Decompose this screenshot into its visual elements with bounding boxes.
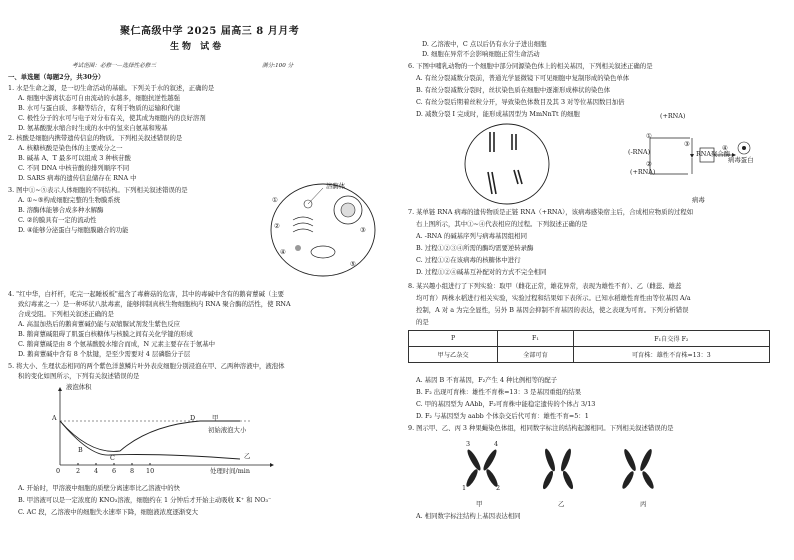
option-text: B. 水可与蛋白质、多糖等结合，有利于物质的运输和代谢 xyxy=(18,104,181,112)
series-label-yi: 乙 xyxy=(244,452,251,460)
question-text: 5. 将大小、生理状态相同的两个紫色洋葱鳞片叶外表皮细胞分别浸泡在甲、乙两种溶液中，液泡体 xyxy=(8,362,285,370)
option-text: A. 有丝分裂减数分裂前，普通光学显微镜下可见细胞中复制形成的染色单体 xyxy=(416,74,630,82)
point-label: D xyxy=(190,414,196,422)
table-header: F₁ xyxy=(498,331,573,347)
option-text: C. 不同 DNA 中核苷酸的排列顺序不同 xyxy=(18,164,130,172)
option-text: B. 有丝分裂减数分裂时，丝状染色质在细胞中逐渐形成棒状的染色体 xyxy=(416,86,611,94)
option-text: B. 碱基 A、T 最多可以组成 3 种核苷酸 xyxy=(18,154,131,162)
option-text: C. 过程①②在该病毒的核糖体中进行 xyxy=(416,256,521,264)
set-label-yi: 乙 xyxy=(558,500,565,508)
marker: ⑤ xyxy=(350,260,356,268)
exam-score: 满分:100 分 xyxy=(262,63,294,69)
cross-table xyxy=(408,330,770,363)
question-text: 控制，A 对 a 为完全显性，另外 B 基因会抑制不育基因的表达，使之表现为可育。下列分析错误 xyxy=(416,306,689,314)
tick: 2 xyxy=(76,467,81,475)
step-marker: ① xyxy=(646,132,652,140)
option-text: B. 溶酶体能够合成多种水解酶 xyxy=(18,206,104,214)
question-text: 积的变化如图所示，下列有关叙述错误的是 xyxy=(18,372,140,380)
cell-label: 溶酶体 xyxy=(326,182,346,190)
set-number: 2 xyxy=(496,484,501,492)
point-label: A xyxy=(52,414,57,422)
question-text: 合成受阻。下列相关叙述正确的是 xyxy=(18,310,114,318)
question-text: 3. 图中①~⑤表示人体细胞的不同结构。下列相关叙述错误的是 xyxy=(8,186,188,194)
exam-subtitle: 生物 试卷 xyxy=(170,42,225,52)
option-text: D. 细胞在异常不会影响细胞正常生命活动 xyxy=(422,50,540,58)
question-text: 8. 某兴趣小组进行了下列实验：取甲（雌花正常，雄花异常，表现为雄性不育）、乙（雌蕊、雄蕊 xyxy=(408,282,682,290)
table-header: P xyxy=(409,331,498,347)
option-text: A. 细胞中游离状态可自由流动的水越多，细胞抗逆性越强 xyxy=(18,94,181,102)
question-text: 2. 核酸是细胞内携带遗传信息的物质。下列相关叙述错误的是 xyxy=(8,134,183,142)
tick: 8 xyxy=(130,467,135,475)
set-number: 1 xyxy=(462,484,467,492)
marker: ③ xyxy=(360,226,366,234)
option-text: C. 甲的基因型为 AAbb，F₂可育株中能稳定遗传的个体占 3/13 xyxy=(416,400,596,408)
initial-size-label: 初始液泡大小 xyxy=(208,426,247,434)
cycle-label: (+RNA) xyxy=(630,168,656,176)
option-text: B. F₂ 出现可育株：雄性不育株=13：3 是基因重组的结果 xyxy=(416,388,582,396)
marker: ① xyxy=(272,196,278,204)
option-text: C. 极性分子的水可与电子对分布有关，使其成为细胞内的良好溶剂 xyxy=(18,114,206,122)
set-number: 4 xyxy=(494,440,499,448)
series-label-jia: 甲 xyxy=(212,414,219,422)
question-text: 致幻毒素之一）是一种环状八肽毒素，能够抑制真核生物细胞核内 RNA 聚合酶的活性，使 RNA xyxy=(18,300,291,308)
cycle-label: (+RNA) xyxy=(660,112,686,120)
option-text: C. AC 段，乙溶液中的细胞失水速率下降，细胞液浓度逐渐变大 xyxy=(18,508,199,516)
option-text: B. 鹅膏蕈碱阻碍了肌蛋白核糖体与核膜之间有关化学键的形成 xyxy=(18,330,193,338)
option-text: D. 减数分裂 I 完成时，能形成基因型为 MmNnTt 的细胞 xyxy=(416,110,580,118)
cycle-label: 病毒 xyxy=(692,196,705,204)
option-text: C. ②的膜具有一定的流动性 xyxy=(18,216,97,224)
option-text: C. 有丝分裂后期着丝粒分开，导致染色体数目及其 3 对等位基因数目加倍 xyxy=(416,98,625,106)
option-text: A. 相同数字标注结构上基因表达相同 xyxy=(416,512,521,520)
table-cell: 可育株：雄性不育株=13：3 xyxy=(573,347,769,363)
point-label: C xyxy=(110,454,115,462)
question-text: 右上图所示，其中①~④代表相应的过程。下列叙述正确的是 xyxy=(416,220,588,228)
option-text: D. 鹅膏蕈碱中含有 8 个肽键，是至少需要对 4 层磷脂分子层 xyxy=(18,350,191,358)
option-text: D. SARS 病毒的遗传信息储存在 RNA 中 xyxy=(18,174,137,182)
question-text: 均可育）两株水稻进行相关实验，实验过程和结果如下表所示。已知水稻雄性育性由等位基因 A/a xyxy=(416,294,691,302)
question-text: 的是 xyxy=(416,318,429,326)
chromosome-sets xyxy=(442,438,682,500)
table-header: F₁自交得 F₂ xyxy=(573,331,769,347)
cycle-label: (-RNA) xyxy=(628,148,651,156)
option-text: A. -RNA 的碱基序列与病毒基因组相同 xyxy=(416,232,527,240)
option-text: A. 核糖核酸是染色体的主要成分之一 xyxy=(18,144,123,152)
marker: ④ xyxy=(280,248,286,256)
option-text: C. 鹅膏蕈碱是由 8 个氨基酸脱水缩合而成，N 元素主要存在于氨基中 xyxy=(18,340,216,348)
option-text: B. 过程①②③④所需的酶均需要逆转录酶 xyxy=(416,244,534,252)
option-text: D. 氨基酸脱水缩合时生成的水中的氢来自氨基和羧基 xyxy=(18,124,168,132)
option-text: A. ①~⑤构成细胞完整的生物膜系统 xyxy=(18,196,121,204)
option-text: D. ④能够分泌蛋白与细胞膜融合的功能 xyxy=(18,226,129,234)
option-text: D. F₂ 与基因型为 aabb 个体杂交后代可育：雄性不育=5：1 xyxy=(416,412,589,420)
question-text: 6. 下图中哺乳动物的一个细胞中部分同源染色体上的相关基因，下列相关叙述正确的是 xyxy=(408,62,653,70)
question-text: 7. 某单链 RNA 病毒的遗传物质是正链 RNA（+RNA），该病毒感染宿主后，合成相应物质的过程如 xyxy=(408,208,694,216)
cycle-label: 病毒蛋白 xyxy=(728,156,754,164)
graph-xlabel: 处理时间/min xyxy=(210,467,250,475)
question-text: 4. "红中华，白杆杆，吃完一起睡板板"蕴含了毒蘑菇的危害，其中的毒碱中含有的鹅膏蕈碱（主要 xyxy=(8,290,285,298)
cycle-label: RNA聚合酶 xyxy=(696,150,731,158)
step-marker: ② xyxy=(646,160,652,168)
tick: 4 xyxy=(94,467,99,475)
tick: 0 xyxy=(56,467,61,475)
section-heading: 一、单选题（每题2分，共30分） xyxy=(8,73,105,81)
option-text: A. 高温加热后的鹅膏蕈碱仍能与双缩脲试剂发生紫色反应 xyxy=(18,320,181,328)
question-text: 1. 水是生命之源，是一切生命活动的基础。下列关于水的叙述，正确的是 xyxy=(8,84,215,92)
marker: ② xyxy=(274,222,280,230)
set-label-bing: 丙 xyxy=(640,500,647,508)
step-marker: ④ xyxy=(722,144,728,152)
option-text: D. 乙溶液中，C 点以后仍有水分子进出细胞 xyxy=(422,40,547,48)
tick: 6 xyxy=(112,467,117,475)
option-text: A. 基因 B 不育基因，F₂产生 4 种比例相等的配子 xyxy=(416,376,558,384)
option-text: B. 甲溶液可以是一定浓度的 KNO₃溶液，细胞约在 1 分钟后才开始主动吸收 K⁺ 和 NO₃⁻ xyxy=(18,496,272,504)
exam-title: 聚仁高级中学 2025 届高三 8 月月考 xyxy=(120,26,300,37)
chromosome-cell xyxy=(462,122,552,207)
graph-ylabel: 液泡体积 xyxy=(66,383,92,391)
point-label: B xyxy=(78,446,83,454)
question-text: 9. 图示甲、乙、丙 3 种果蝇染色体组，相同数字标注的结构起源相同。下列相关叙述错误的是 xyxy=(408,424,674,432)
tick: 10 xyxy=(146,467,155,475)
option-text: D. 过程①②④碱基互补配对的方式不完全相同 xyxy=(416,268,547,276)
table-cell: 甲与乙杂交 xyxy=(409,347,498,363)
set-label-jia: 甲 xyxy=(476,500,483,508)
step-marker: ③ xyxy=(684,140,690,148)
table-cell: 全部可育 xyxy=(498,347,573,363)
exam-scope: 考试范围：必修一—选择性必修三 xyxy=(72,63,156,69)
option-text: A. 开始时，甲溶液中细胞的质壁分离速率比乙溶液中的快 xyxy=(18,484,181,492)
set-number: 3 xyxy=(466,440,471,448)
